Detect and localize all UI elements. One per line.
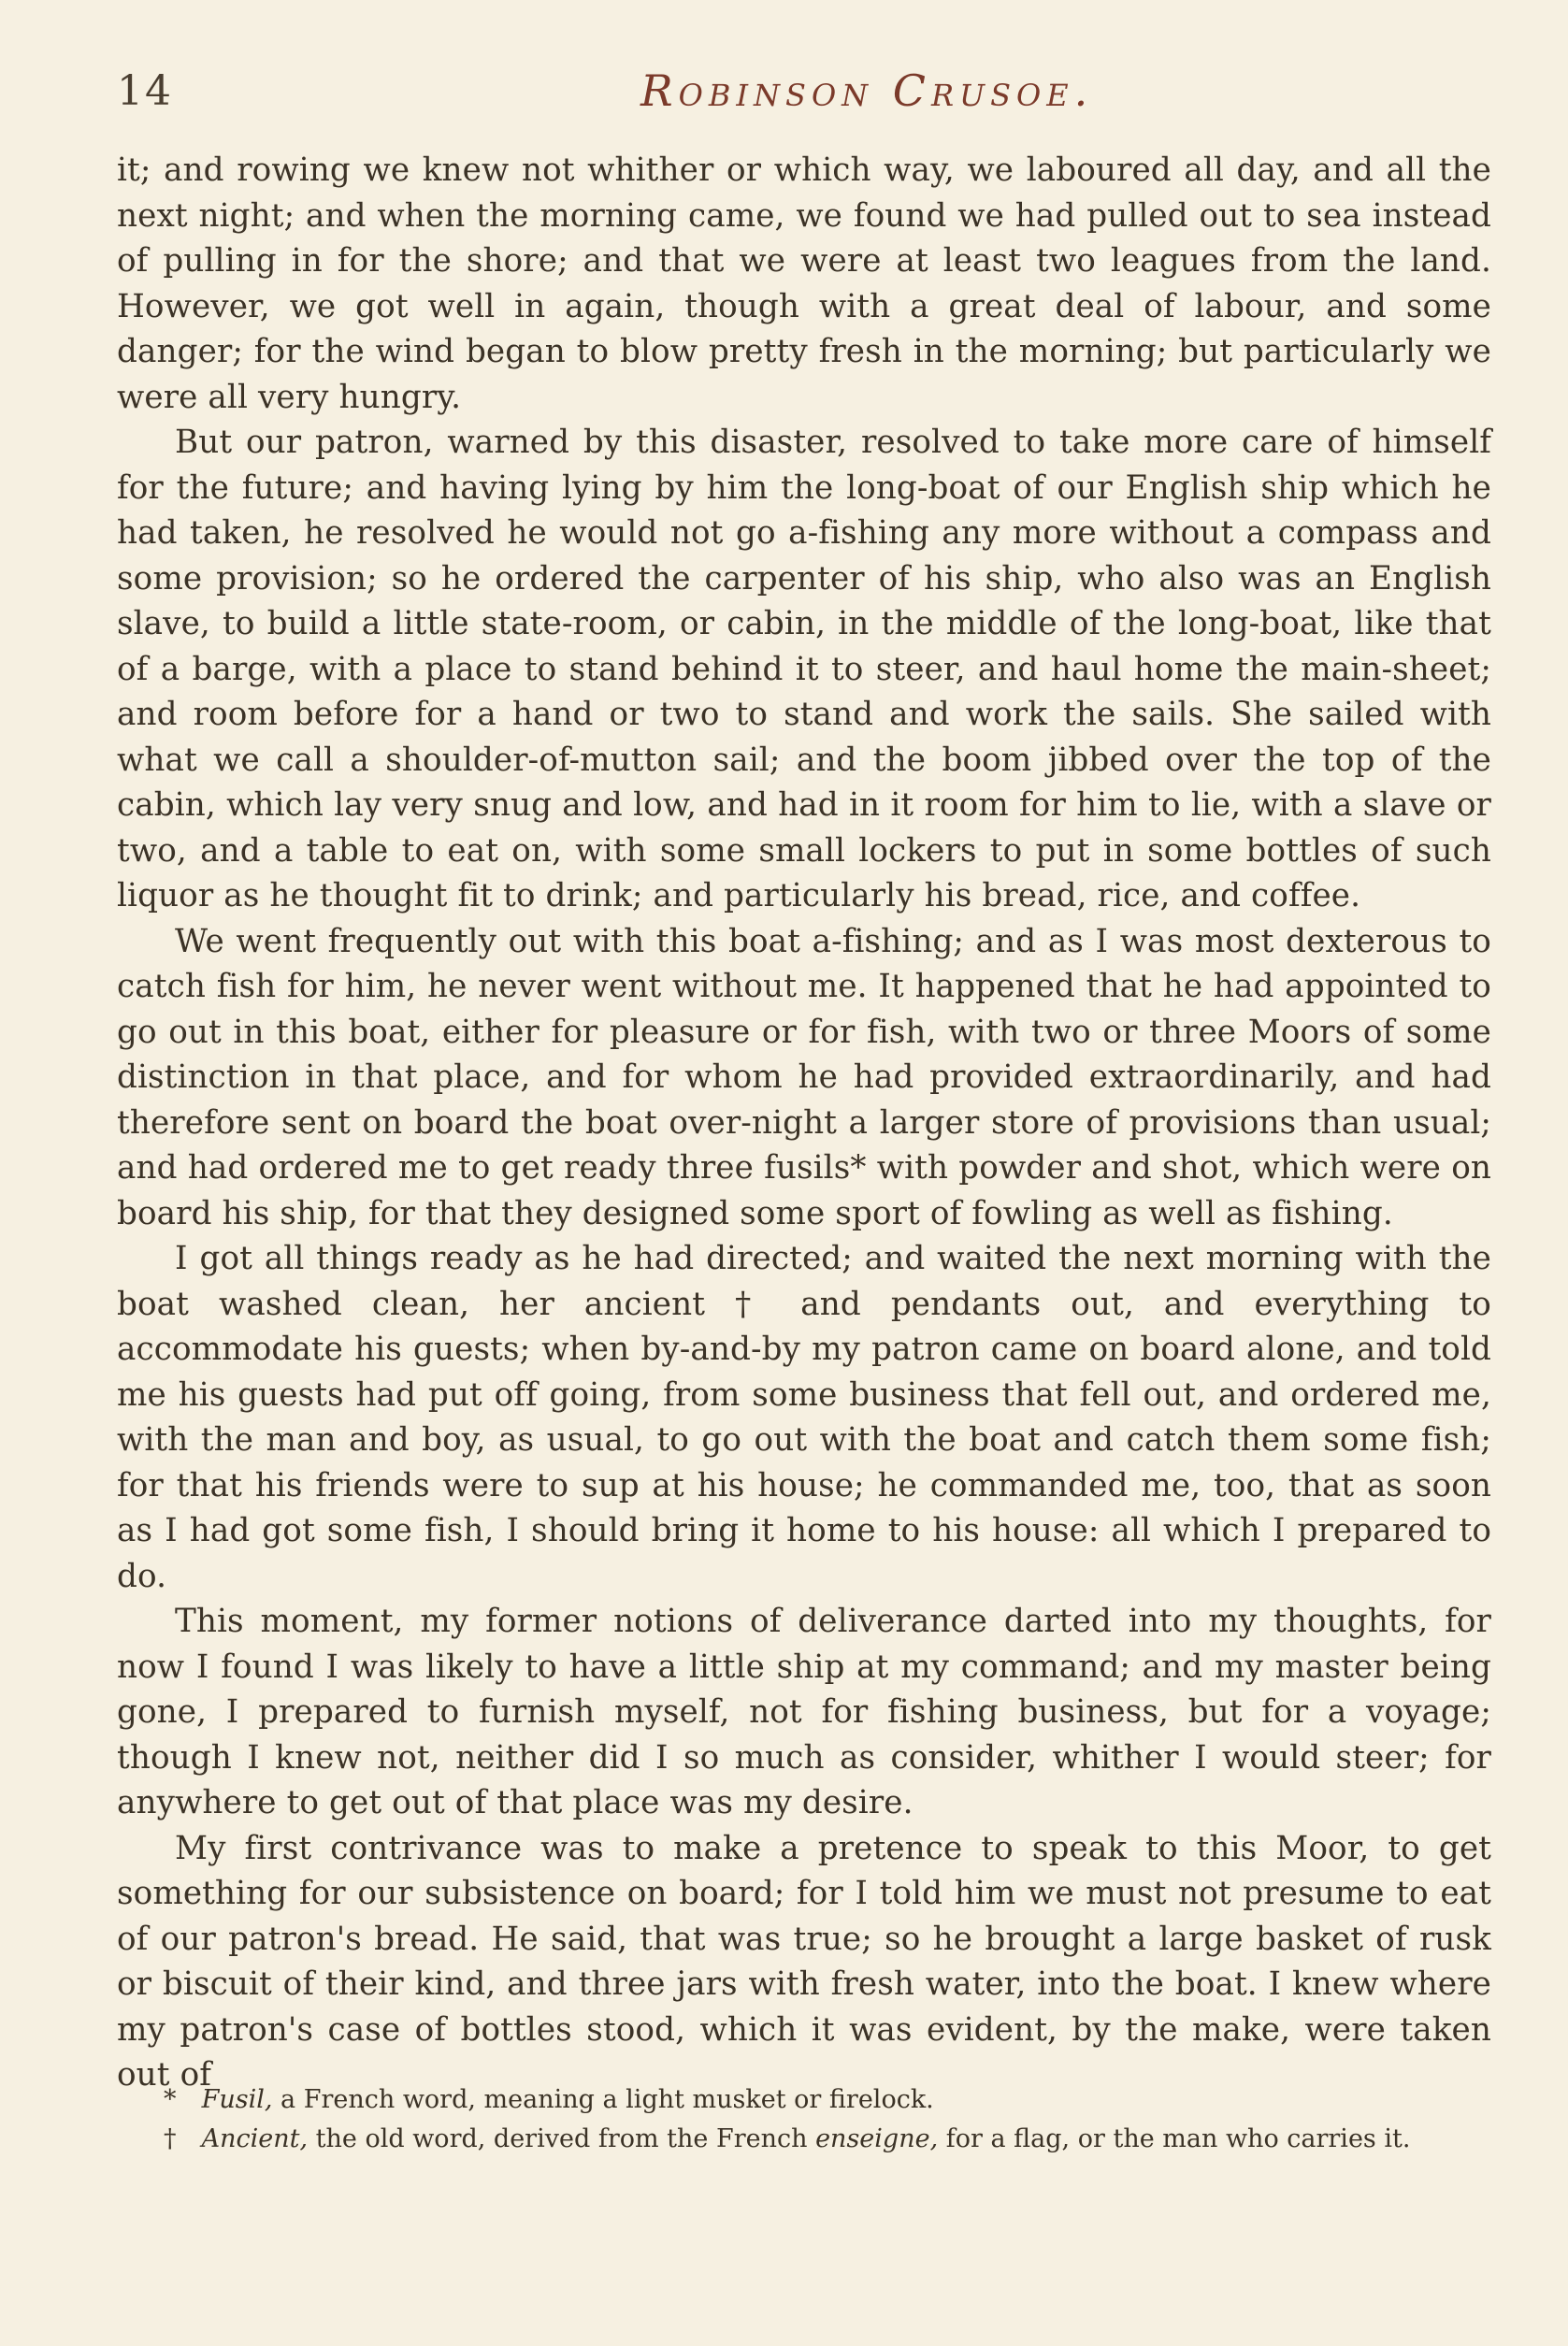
paragraph: I got all things ready as he had directed; and waited the next morning with the boat washed clean, her ancient † and pendants out, and everything to accommodate his guests; when by-and-by my patron came on board alone, and told me his guests had put off going, from some business that fell out, and ordered me, with the man and boy, as usual, to go out with the boat and catch them some fish; for that his friends were to sup at his house; he commanded me, too, that as soon as I had got some fish, I should bring it home to his house: all which I prepared to do.	[117, 1240, 1491, 1595]
paragraph: This moment, my former notions of deliverance darted into my thoughts, for now I found I was likely to have a little ship at my command; and my master being gone, I prepared to furnish myself, not for fishing business, but for a voyage; though I knew not, neither did I so much as consider, whither I would steer; for anywhere to get out of that place was my desire.	[117, 1603, 1491, 1821]
paragraph: My first contrivance was to make a pretence to speak to this Moor, to get something for our subsistence on board; for I told him we must not presume to eat of our patron's bread. He said, that was true; so he brought a large basket of rusk or biscuit of their kind, and three jars with fresh water, into the boat. I knew where my patron's case of bottles stood, which it was evident, by the make, were taken out of	[117, 1829, 1491, 2094]
footnote-text: for a flag, or the man who carries it.	[945, 2124, 1411, 2153]
footnote-fusil	[164, 2080, 1473, 2120]
footnote-text: the old word, derived from the French	[315, 2124, 808, 2153]
footnote-mark: *	[164, 2085, 177, 2114]
page-number: 14	[117, 67, 173, 115]
body-text	[117, 148, 1491, 2098]
running-title: Robinson Crusoe.	[640, 65, 1094, 116]
footnote-emphasis: enseigne,	[815, 2124, 939, 2153]
paragraph: But our patron, warned by this disaster, resolved to take more care of himself for the future; and having lying by him the long-boat of our English ship which he had taken, he resolved he would not go a-fishing any more without a compass and some provision; so he ordered the carpenter of his ship, who also was an English slave, to build a little state-room, or cabin, in the middle of the long-boat, like that of a barge, with a place to stand behind it to steer, and haul home the main-sheet; and room before for a hand or two to stand and work the sails. She sailed with what we call a shoulder-of-mutton sail; and the boom jibbed over the top of the cabin, which lay very snug and low, and had in it room for him to lie, with a slave or two, and a table to eat on, with some small lockers to put in some bottles of such liquor as he thought fit to drink; and particularly his bread, rice, and coffee.	[117, 424, 1491, 914]
footnotes	[164, 2080, 1473, 2159]
footnote-term: Ancient,	[201, 2124, 309, 2153]
page-header	[117, 64, 1491, 129]
paragraph: it; and rowing we knew not whither or which way, we laboured all day, and all the next night; and when the morning came, we found we had pulled out to sea instead of pulling in for the shore; and that we were at least two leagues from the land. However, we got well in again, though with a great deal of labour, and some danger; for the wind began to blow pretty fresh in the morning; but particularly we were all very hungry.	[117, 151, 1491, 416]
paragraph: We went frequently out with this boat a-fishing; and as I was most dexterous to catch fish for him, he never went without me. It happened that he had appointed to go out in this boat, either for pleasure or for fish, with two or three Moors of some distinction in that place, and for whom he had provided extraordinarily, and had therefore sent on board the boat over-night a larger store of provisions than usual; and had ordered me to get ready three fusils* with powder and shot, which were on board his ship, for that they designed some sport of fowling as well as fishing.	[117, 922, 1491, 1232]
footnote-term: Fusil,	[201, 2085, 273, 2114]
footnote-text: a French word, meaning a light musket or firelock.	[281, 2085, 934, 2114]
footnote-mark: †	[164, 2124, 177, 2153]
footnote-ancient	[164, 2120, 1473, 2159]
